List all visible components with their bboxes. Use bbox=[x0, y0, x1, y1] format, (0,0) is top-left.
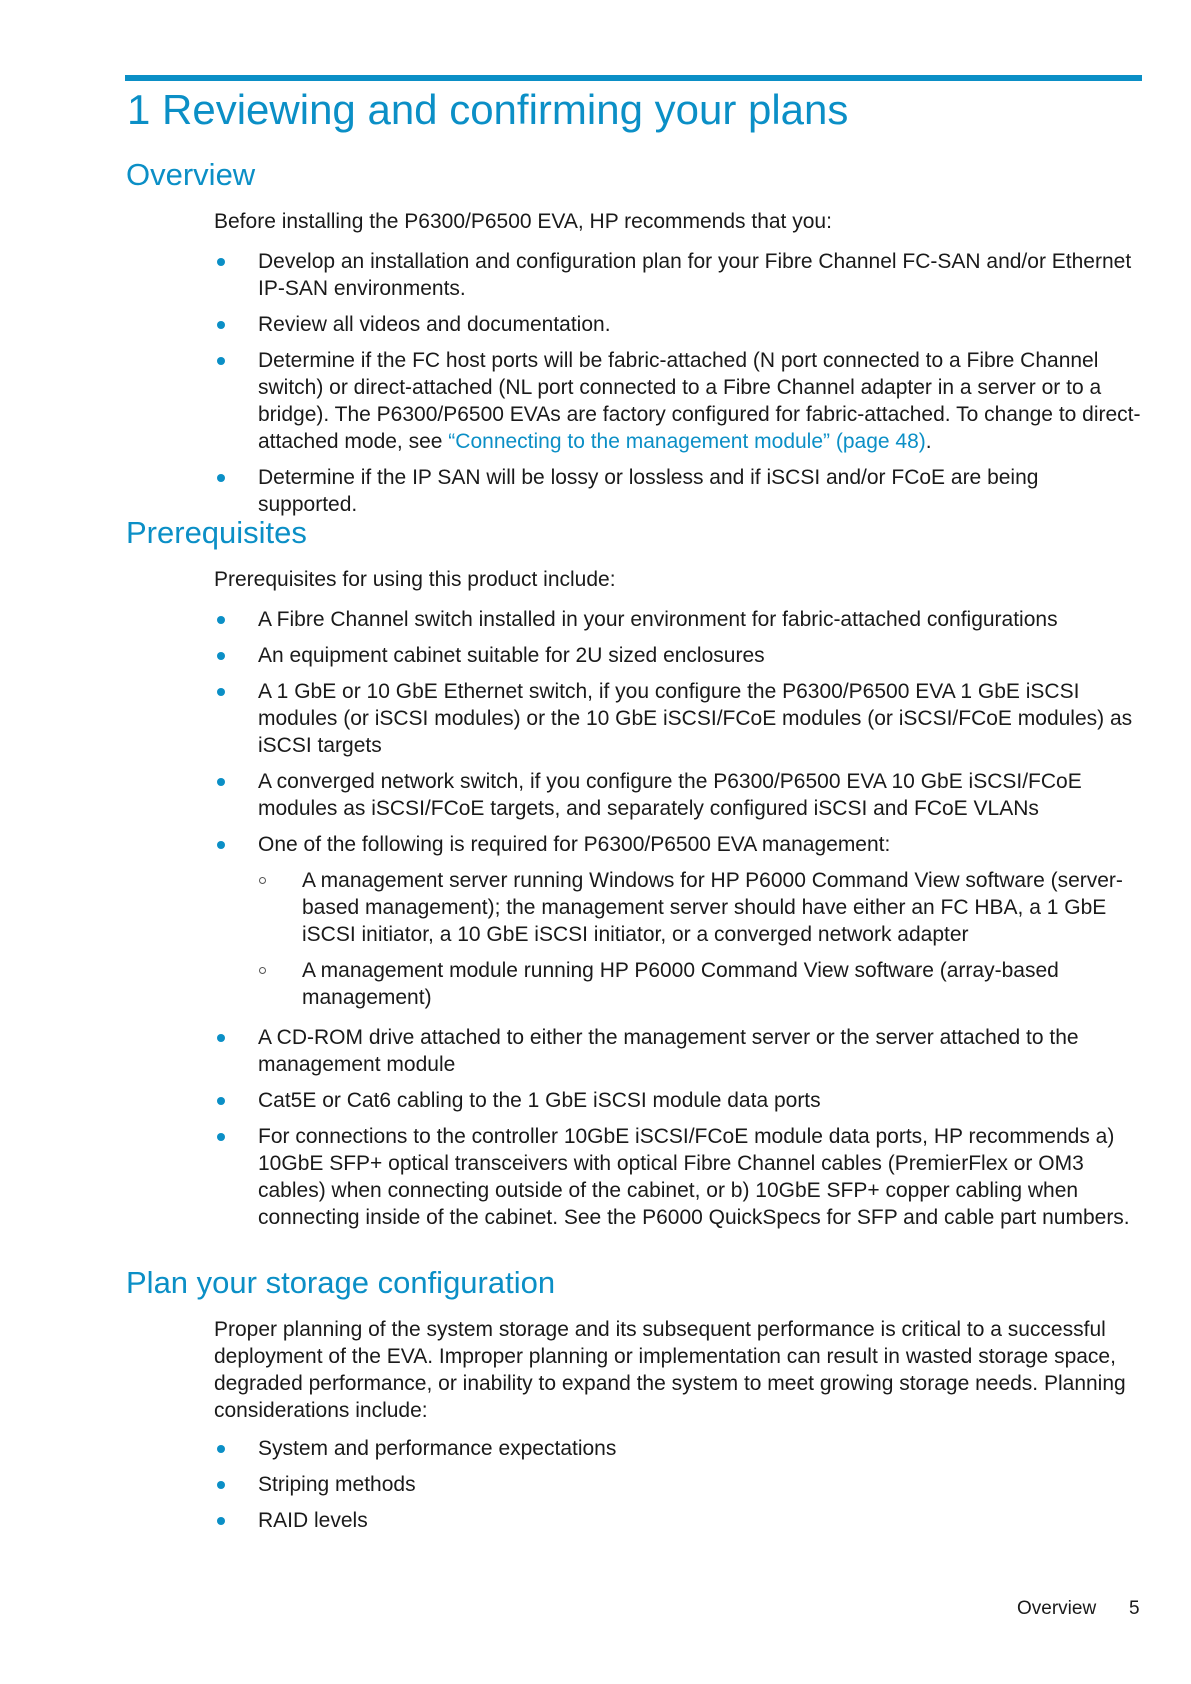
sublist-item-text: A management module running HP P6000 Command View software (array-based management) bbox=[302, 959, 1059, 1009]
list-item-text: Determine if the FC host ports will be fabric-attached (N port connected to a Fibre Channel switch) or direct-attached (NL port connected to a Fibre Channel adapter in a server or to a bridge). The P6300/P6500 EVAs are factory configured for fabric-attached. To change to direct-attached mode, see bbox=[258, 349, 1141, 453]
bullet-icon bbox=[217, 841, 225, 849]
list-item-text: A 1 GbE or 10 GbE Ethernet switch, if you configure the P6300/P6500 EVA 1 GbE iSCSI modules (or iSCSI modules) or the 10 GbE iSCSI/FCoE modules (or iSCSI/FCoE modules) as iSCSI targets bbox=[258, 680, 1133, 757]
overview-heading: Overview bbox=[126, 157, 256, 192]
sublist-item-text: A management server running Windows for HP P6000 Command View software (server-based management); the management server should have either an FC HBA, a 1 GbE iSCSI initiator, a 10 GbE iSCSI initiator, or a converged network adapter bbox=[302, 869, 1123, 946]
bullet-icon bbox=[217, 688, 225, 696]
plan-heading: Plan your storage configuration bbox=[126, 1265, 556, 1300]
bullet-icon bbox=[217, 1133, 225, 1141]
plan-intro: Proper planning of the system storage and its subsequent performance is critical to a successful deployment of the EVA. Improper planning or implementation can result in wasted storage space, degraded performance, or inability to expand the system to meet growing storage needs. Planning considerations include: bbox=[214, 1318, 1126, 1422]
list-item bbox=[214, 311, 1142, 338]
link-suffix: . bbox=[925, 430, 932, 453]
bullet-icon bbox=[217, 474, 225, 482]
sublist-item bbox=[258, 867, 1142, 948]
prerequisites-intro: Prerequisites for using this product include: bbox=[214, 568, 616, 591]
list-item bbox=[214, 1471, 1142, 1498]
list-item-text: Striping methods bbox=[258, 1473, 416, 1496]
chapter-title: 1 Reviewing and confirming your plans bbox=[127, 86, 849, 133]
prerequisites-heading: Prerequisites bbox=[126, 515, 307, 550]
list-item-text: Cat5E or Cat6 cabling to the 1 GbE iSCSI module data ports bbox=[258, 1089, 821, 1112]
list-item-text: Review all videos and documentation. bbox=[258, 313, 611, 336]
list-item bbox=[214, 606, 1142, 633]
sub-bullet-icon bbox=[259, 967, 266, 974]
footer-page-number: 5 bbox=[1129, 1598, 1140, 1619]
list-item bbox=[214, 1435, 1142, 1462]
bullet-icon bbox=[217, 1481, 225, 1489]
list-item bbox=[214, 642, 1142, 669]
list-item-text: Develop an installation and configuration plan for your Fibre Channel FC-SAN and/or Ethernet IP-SAN environments. bbox=[258, 250, 1132, 300]
bullet-icon bbox=[217, 1445, 225, 1453]
list-item bbox=[214, 678, 1142, 759]
chapter-top-rule bbox=[125, 75, 1142, 81]
list-item bbox=[214, 464, 1142, 518]
list-item-text: An equipment cabinet suitable for 2U sized enclosures bbox=[258, 644, 765, 667]
plan-list bbox=[214, 1435, 1142, 1534]
list-item bbox=[214, 1507, 1142, 1534]
management-module-link[interactable]: “Connecting to the management module” (page 48) bbox=[448, 430, 926, 453]
list-item-text: One of the following is required for P6300/P6500 EVA management: bbox=[258, 833, 891, 856]
list-item-text: A Fibre Channel switch installed in your environment for fabric-attached configurations bbox=[258, 608, 1058, 631]
bullet-icon bbox=[217, 616, 225, 624]
list-item bbox=[214, 1024, 1142, 1078]
list-item bbox=[214, 831, 1142, 1011]
prerequisites-list bbox=[214, 606, 1142, 1231]
sublist-item bbox=[258, 957, 1142, 1011]
list-item bbox=[214, 768, 1142, 822]
bullet-icon bbox=[217, 778, 225, 786]
bullet-icon bbox=[217, 1517, 225, 1525]
list-item-text: Determine if the IP SAN will be lossy or lossless and if iSCSI and/or FCoE are being supported. bbox=[258, 466, 1039, 516]
bullet-icon bbox=[217, 321, 225, 329]
list-item bbox=[214, 347, 1142, 455]
bullet-icon bbox=[217, 1034, 225, 1042]
management-options-sublist bbox=[258, 867, 1142, 1011]
overview-list bbox=[214, 248, 1142, 518]
sub-bullet-icon bbox=[259, 877, 266, 884]
list-item bbox=[214, 1087, 1142, 1114]
list-item-text: System and performance expectations bbox=[258, 1437, 617, 1460]
bullet-icon bbox=[217, 258, 225, 266]
overview-intro: Before installing the P6300/P6500 EVA, HP recommends that you: bbox=[214, 210, 832, 233]
list-item bbox=[214, 248, 1142, 302]
list-item-text: A CD-ROM drive attached to either the management server or the server attached to the management module bbox=[258, 1026, 1079, 1076]
list-item-text: A converged network switch, if you configure the P6300/P6500 EVA 10 GbE iSCSI/FCoE modules as iSCSI/FCoE targets, and separately configured iSCSI and FCoE VLANs bbox=[258, 770, 1082, 820]
list-item-text: For connections to the controller 10GbE iSCSI/FCoE module data ports, HP recommends a) 10GbE SFP+ optical transceivers with optical Fibre Channel cables (PremierFlex or OM3 cables) when connecting outside of the cabinet, or b) 10GbE SFP+ copper cabling when connecting inside of the cabinet. See the P6000 QuickSpecs for SFP and cable part numbers. bbox=[258, 1125, 1130, 1229]
footer-section-name: Overview bbox=[1017, 1598, 1097, 1619]
list-item-text: RAID levels bbox=[258, 1509, 368, 1532]
bullet-icon bbox=[217, 652, 225, 660]
bullet-icon bbox=[217, 1097, 225, 1105]
bullet-icon bbox=[217, 357, 225, 365]
list-item bbox=[214, 1123, 1142, 1231]
